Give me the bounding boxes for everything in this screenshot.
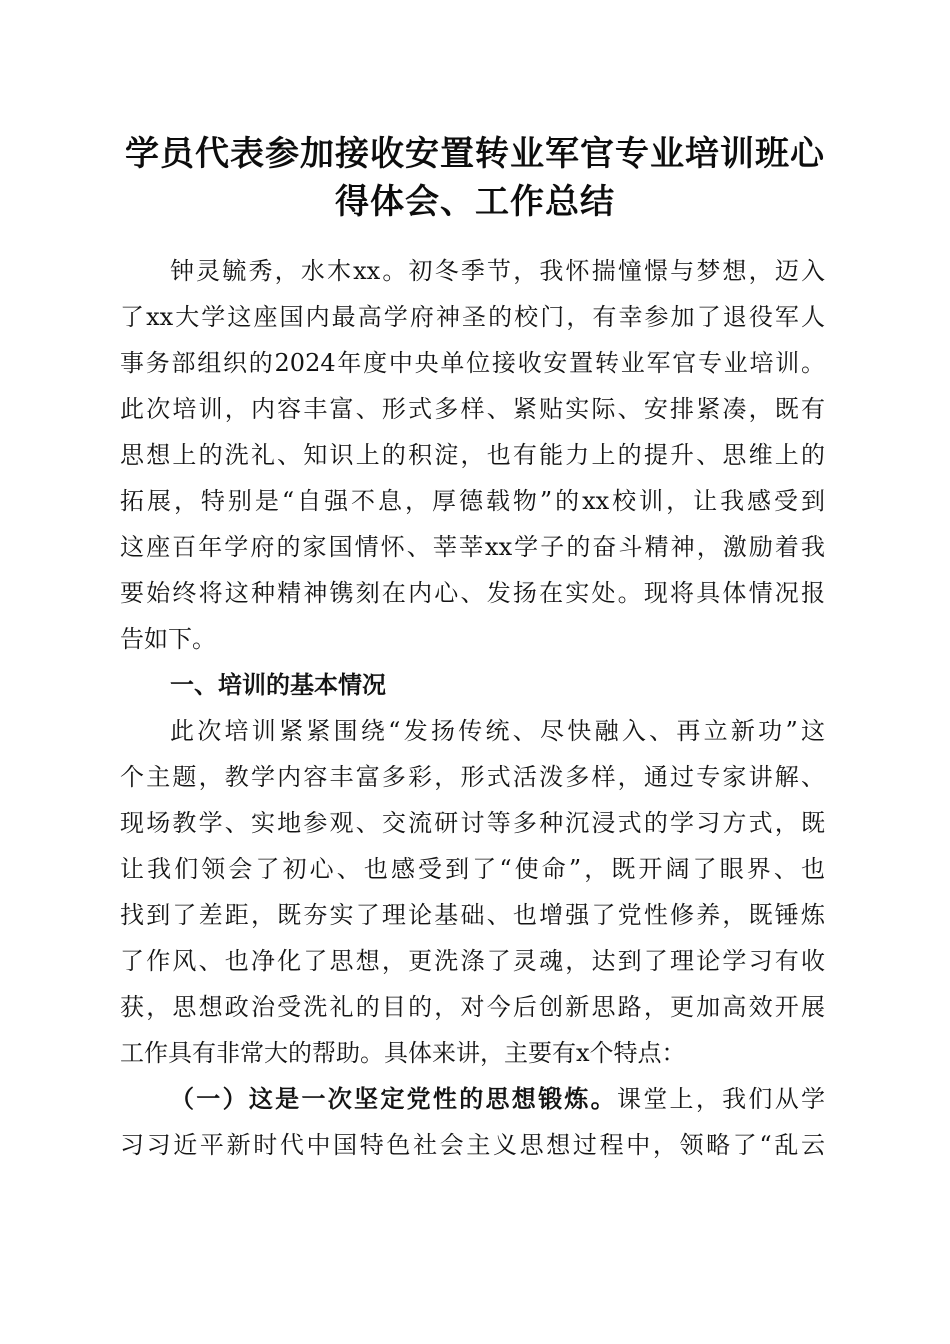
intro-line-5: 思想上的洗礼、知识上的积淀，也有能力上的提升、思维上的: [120, 441, 825, 469]
section1-line-4: 让我们领会了初心、也感受到了“使命”，既开阔了眼界、也: [120, 855, 825, 883]
intro-line-9: 告如下。: [120, 625, 216, 653]
section1-line-2: 个主题，教学内容丰富多彩，形式活泼多样，通过专家讲解、: [120, 763, 825, 791]
intro-line-7: 这座百年学府的家国情怀、莘莘xx学子的奋斗精神，激励着我: [120, 533, 825, 561]
intro-line-6: 拓展，特别是“自强不息，厚德载物”的xx校训，让我感受到: [120, 487, 825, 515]
section1-line-3: 现场教学、实地参观、交流研讨等多种沉浸式的学习方式，既: [120, 809, 825, 837]
intro-line-8: 要始终将这种精神镌刻在内心、发扬在实处。现将具体情况报: [120, 579, 825, 607]
point1-line-1: [120, 1076, 825, 1122]
point1-subheading: （一）这是一次坚定党性的思想锻炼。: [170, 1084, 617, 1113]
document-body: [120, 248, 825, 1168]
title-line-1: 学员代表参加接收安置转业军官专业培训班心: [125, 134, 825, 174]
section1-line-5: 找到了差距，既夯实了理论基础、也增强了党性修养，既锤炼: [120, 901, 825, 929]
intro-line-3: 事务部组织的2024年度中央单位接收安置转业军官专业培训。: [120, 349, 825, 377]
section1-line-6: 了作风、也净化了思想，更洗涤了灵魂，达到了理论学习有收: [120, 947, 825, 975]
title-line-2: 得体会、工作总结: [335, 182, 615, 222]
document-title: [110, 130, 840, 226]
section1-line-1: 此次培训紧紧围绕“发扬传统、尽快融入、再立新功”这: [170, 717, 825, 745]
intro-line-4: 此次培训，内容丰富、形式多样、紧贴实际、安排紧凑，既有: [120, 395, 825, 423]
section1-line-8: 工作具有非常大的帮助。具体来讲，主要有x个特点：: [120, 1039, 686, 1067]
point1-text-start: 课堂上，我们从学: [616, 1085, 826, 1113]
intro-line-1: 钟灵毓秀，水木xx。初冬季节，我怀揣憧憬与梦想，迈入: [170, 257, 825, 285]
section-heading-1: 一、培训的基本情况: [170, 671, 386, 699]
section1-line-7: 获，思想政治受洗礼的目的，对今后创新思路，更加高效开展: [120, 993, 825, 1021]
intro-line-2: 了xx大学这座国内最高学府神圣的校门，有幸参加了退役军人: [120, 303, 825, 331]
point1-line-2: 习习近平新时代中国特色社会主义思想过程中，领略了“乱云: [120, 1131, 825, 1159]
